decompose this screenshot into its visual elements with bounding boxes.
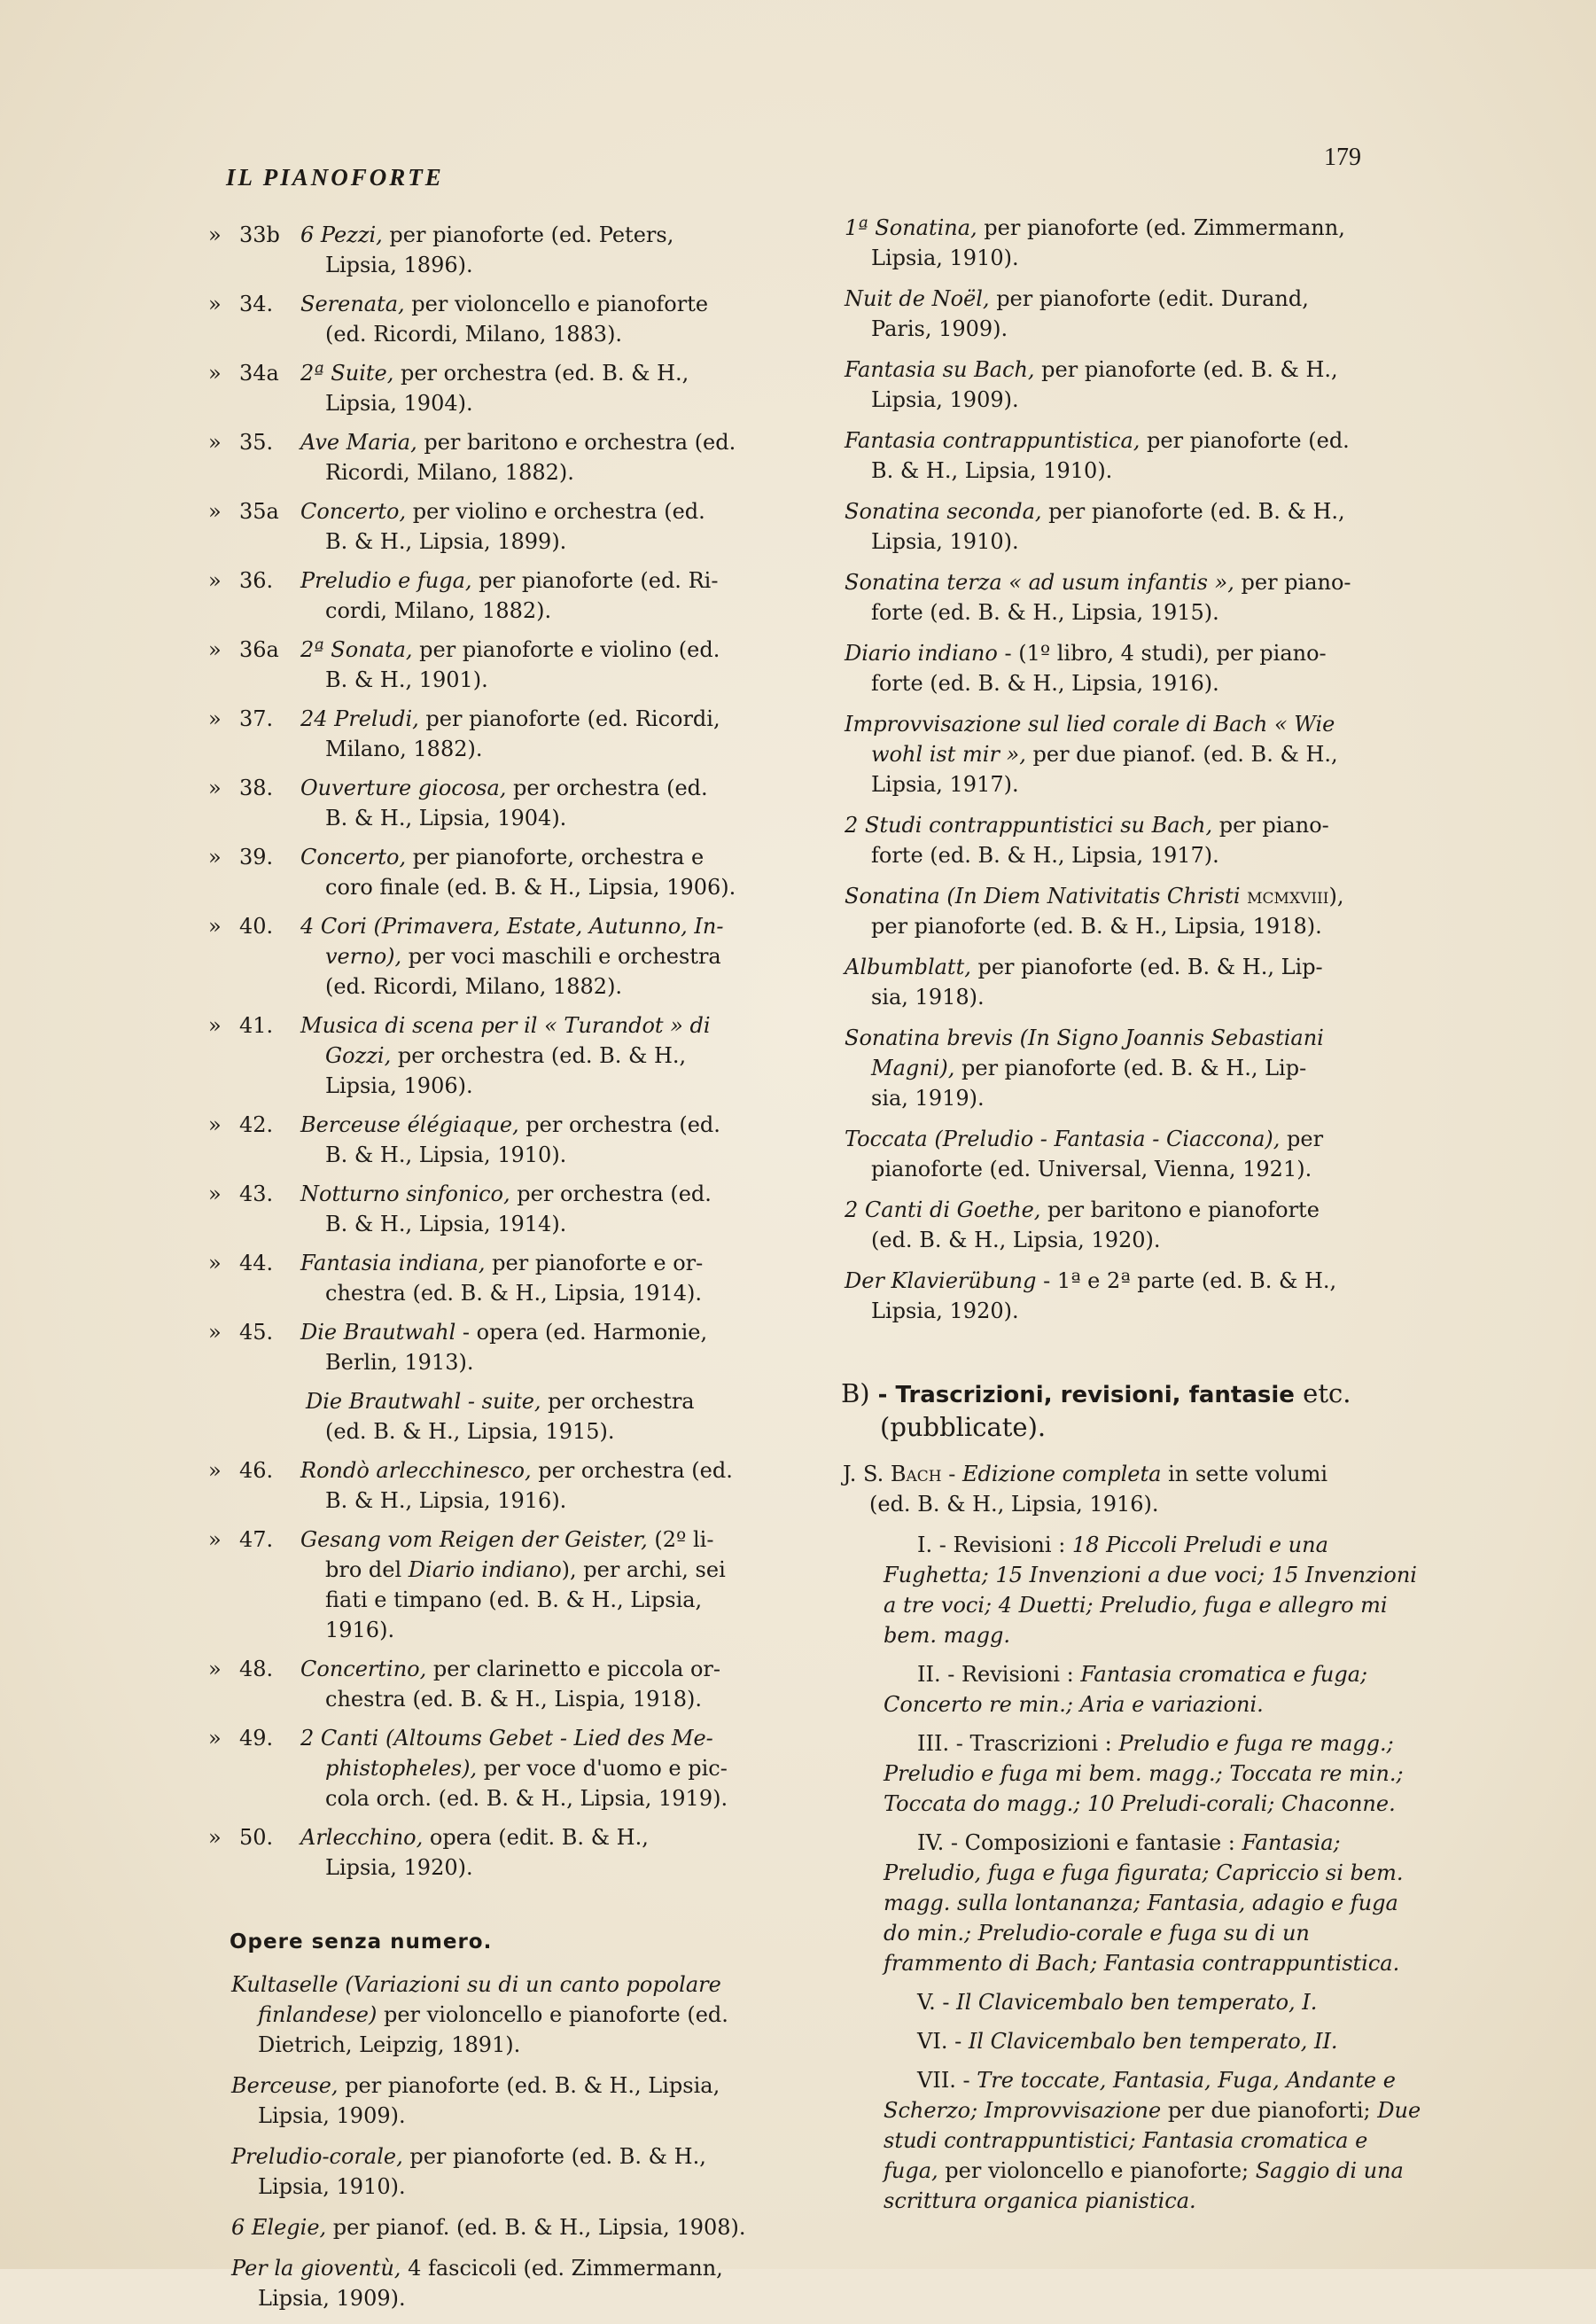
entry-title: Preludio e fuga, <box>300 568 472 593</box>
list-item <box>820 284 1422 344</box>
entry-number: 44. <box>239 1251 274 1275</box>
entry-text-cont: Lipsia, 1920). <box>871 1298 1019 1323</box>
entry-title: 6 Elegie, <box>231 2215 327 2240</box>
volume-vii <box>820 2065 1422 2216</box>
entry-text: per orchestra (ed. B. & H., <box>393 361 689 386</box>
list-item <box>820 638 1422 698</box>
volume-vii-r2: per violoncello e pianoforte; <box>938 2158 1256 2183</box>
entry-text: per pianoforte, orchestra e <box>406 845 705 870</box>
list-item <box>820 567 1422 628</box>
entry-title: 2 Studi contrappuntistici su Bach, <box>845 813 1213 838</box>
entry-text-cont: Lipsia, 1904). <box>325 391 473 416</box>
list-item <box>208 2212 811 2242</box>
list-item <box>208 1248 811 1308</box>
entry-mark: » <box>208 361 222 386</box>
entry-continuation <box>313 1140 811 1170</box>
entry-text-cont: Lipsia, 1909). <box>871 387 1019 412</box>
entry-text: ), <box>1328 884 1344 909</box>
entry-title-cont: verno), <box>325 944 402 969</box>
entry-title: Sonatina terza « ad usum infantis », <box>845 570 1234 595</box>
entry-text-cont: sia, 1918). <box>871 985 985 1010</box>
volume-text: Fantasia; Preludio, fuga e fuga figurata; Capriccio si bem. magg. sulla lontananza; Fantasia, adagio e fuga do min.; Preludio-corale e fuga su di un frammento di Bach; Fantasia contrappuntistica. <box>884 1830 1404 1976</box>
entry-number: 35a <box>239 499 279 524</box>
volume-item <box>820 1828 1422 1978</box>
entry-number: 48. <box>239 1657 274 1681</box>
entry-title: Fantasia indiana, <box>300 1251 486 1275</box>
entry-title-cont: Gozzi, <box>325 1043 392 1068</box>
list-item <box>208 1110 811 1170</box>
entry-text-cont: B. & H., Lipsia, 1904). <box>325 806 567 831</box>
running-head: IL PIANOFORTE <box>226 164 444 191</box>
volume-vii-t2: Due studi contrappuntistici; Fantasia cromatica e fuga, <box>884 2098 1421 2183</box>
list-item <box>208 1654 811 1714</box>
entry-text-cont: Ricordi, Milano, 1882). <box>325 460 574 485</box>
entry-continuation <box>313 665 811 695</box>
list-item <box>208 1723 811 1813</box>
entry-mark: » <box>208 1320 222 1345</box>
entry-text: per orchestra (ed. <box>518 1112 720 1137</box>
entry-title-cont: finlandese) <box>258 2002 378 2027</box>
entry-text: per orchestra (ed. <box>510 1181 712 1206</box>
entry-number: 40. <box>239 914 274 939</box>
volume-label: VI. - <box>917 2029 969 2054</box>
entry-number: 50. <box>239 1825 274 1850</box>
volume-item <box>820 2026 1422 2056</box>
entry-mark: » <box>208 430 222 455</box>
list-item <box>208 911 811 1002</box>
entry-continuation <box>313 971 811 1002</box>
entry-number: 45. <box>239 1320 274 1345</box>
entry-continuation <box>313 1041 811 1071</box>
volume-text: Preludio e fuga re magg.; Preludio e fuga mi bem. magg.; Toccata re min.; Toccata do magg.; 10 Preludi-corali; Chaconne. <box>884 1731 1404 1816</box>
entry-number: 37. <box>239 706 274 731</box>
list-item <box>820 1266 1422 1326</box>
entry-text-cont: chestra (ed. B. & H., Lipsia, 1914). <box>325 1281 702 1306</box>
list-item <box>820 496 1422 557</box>
entry-title: Sonatina (In Diem Nativitatis Christi <box>845 884 1241 909</box>
entry-continuation <box>313 526 811 557</box>
list-item <box>820 425 1422 486</box>
volume-text: 18 Piccoli Preludi e una Fughetta; 15 Invenzioni a due voci; 15 Invenzioni a tre voci; 4 Duetti; Preludio, fuga e allegro mi bem. magg. <box>884 1532 1417 1648</box>
entry-text-cont: (ed. B. & H., Lipsia, 1920). <box>871 1228 1161 1252</box>
entry-continuation <box>313 1347 811 1377</box>
entry-text-cont: B. & H., Lipsia, 1916). <box>325 1488 567 1513</box>
volume-item <box>820 1659 1422 1720</box>
opere-heading: Opere senza numero. <box>230 1930 493 1954</box>
entry-number: 34. <box>239 292 274 316</box>
entry-title: Concertino, <box>300 1657 427 1681</box>
left-column <box>208 220 811 2324</box>
entry-text-cont: Lipsia, 1910). <box>871 529 1019 554</box>
entry-text-cont2: (ed. Ricordi, Milano, 1882). <box>325 974 623 999</box>
entry-title: Nuit de Noël, <box>845 286 990 311</box>
entry-text-cont: B. & H., Lipsia, 1914). <box>325 1212 567 1236</box>
list-item <box>820 213 1422 273</box>
entry-title: Berceuse, <box>231 2073 339 2098</box>
entry-continuation <box>313 734 811 764</box>
entry-text-cont: forte (ed. B. & H., Lipsia, 1917). <box>871 843 1219 868</box>
volume-text: Il Clavicembalo ben temperato, II. <box>968 2029 1338 2054</box>
entry-text-cont: Berlin, 1913). <box>325 1350 474 1375</box>
entry-title-cont: Magni), <box>871 1056 955 1080</box>
entry-continuation <box>313 388 811 418</box>
entry-continuation <box>313 319 811 349</box>
entry-continuation <box>313 1852 811 1883</box>
entry-text-cont2: cola orch. (ed. B. & H., Lipsia, 1919). <box>325 1786 728 1811</box>
entry-title-cont: phistopheles), <box>325 1756 478 1781</box>
entry-text: 4 fascicoli (ed. Zimmermann, <box>401 2256 723 2281</box>
entry-continuation <box>313 1585 811 1615</box>
bach-dash: - <box>941 1462 962 1486</box>
entry-text: per pianoforte (edit. Durand, <box>989 286 1309 311</box>
entry-text: - opera (ed. Harmonie, <box>455 1320 708 1345</box>
list-item <box>208 1010 811 1101</box>
entry-text-cont: Lipsia, 1896). <box>325 253 473 277</box>
entry-text-cont: per voci maschili e orchestra <box>401 944 721 969</box>
entry-text-cont: B. & H., Lipsia, 1910). <box>325 1143 567 1167</box>
list-item <box>208 842 811 902</box>
entry-continuation <box>313 596 811 626</box>
entry-continuation <box>313 1278 811 1308</box>
entry-mark: » <box>208 1458 222 1483</box>
right-column <box>820 213 1422 2225</box>
volume-text: Fantasia cromatica e fuga; Concerto re min.; Aria e variazioni. <box>884 1662 1368 1717</box>
entry-title: Die Brautwahl <box>300 1320 456 1345</box>
page-number: 179 <box>1324 144 1361 171</box>
volume-vii-t1: Tre toccate, Fantasia, Fuga, Andante e Scherzo; Improvvisazione <box>884 2068 1396 2123</box>
entry-mark: » <box>208 1657 222 1681</box>
entry-mark: » <box>208 637 222 662</box>
entry-text-cont: Paris, 1909). <box>871 316 1008 341</box>
list-item <box>820 952 1422 1012</box>
list-item <box>208 773 811 833</box>
entry-title: Sonatina seconda, <box>845 499 1042 524</box>
entry-text: per orchestra (ed. <box>531 1458 733 1483</box>
entry-continuation <box>313 803 811 833</box>
entry-mark: » <box>208 568 222 593</box>
entry-title: 1ª Sonatina, <box>845 215 977 240</box>
entry-text: per piano- <box>1234 570 1351 595</box>
entry-text-cont: per pianoforte (ed. B. & H., Lipsia, 1918). <box>871 914 1322 939</box>
entry-text-cont: forte (ed. B. & H., Lipsia, 1915). <box>871 600 1219 625</box>
entry-title: Concerto, <box>300 845 407 870</box>
list-item <box>208 2071 811 2131</box>
entry-text: per pianoforte (ed. Peters, <box>382 222 674 247</box>
entry-mark: » <box>208 499 222 524</box>
entry-mark: » <box>208 706 222 731</box>
entry-continuation <box>313 1684 811 1714</box>
entry-mark: » <box>208 1726 222 1751</box>
list-item <box>208 565 811 626</box>
entry-title: Arlecchino, <box>300 1825 424 1850</box>
list-item <box>208 1969 811 2060</box>
entry-number: 34a <box>239 361 279 386</box>
entry-text: per piano- <box>1212 813 1329 838</box>
entry-continuation <box>313 250 811 280</box>
list-item <box>208 2141 811 2202</box>
entry-mark: » <box>208 1013 222 1038</box>
entry-number: 36. <box>239 568 274 593</box>
entry-text-cont2: fiati e timpano (ed. B. & H., Lipsia, <box>325 1587 703 1612</box>
entry-number: 39. <box>239 845 274 870</box>
entry-text-cont: forte (ed. B. & H., Lipsia, 1916). <box>871 671 1219 696</box>
entry-mark: » <box>208 776 222 800</box>
entry-title: Musica di scena per il « Turandot » di <box>300 1013 711 1038</box>
entry-number: 38. <box>239 776 274 800</box>
entry-text-cont: chestra (ed. B. & H., Lispia, 1918). <box>325 1687 702 1712</box>
entry-text: per orchestra <box>541 1389 695 1414</box>
entry-title: Fantasia contrappuntistica, <box>845 428 1141 453</box>
entry-text-cont2: sia, 1919). <box>871 1086 985 1111</box>
entry-mark: » <box>208 1112 222 1137</box>
entry-text: per pianoforte (ed. B. & H., Lip- <box>970 955 1323 979</box>
entry-continuation <box>313 457 811 487</box>
entry-title: Sonatina brevis (In Signo Joannis Sebastiani <box>845 1026 1324 1050</box>
entry-text-cont2: Lipsia, 1917). <box>871 772 1019 797</box>
list-item <box>208 1317 811 1377</box>
entry-text-contb: ), per archi, sei <box>561 1557 726 1582</box>
volume-vii-t3: Saggio di una scrittura organica pianistica. <box>884 2158 1404 2213</box>
entry-title: Albumblatt, <box>845 955 971 979</box>
entry-title: Berceuse élégiaque, <box>300 1112 519 1137</box>
list-item <box>820 881 1422 941</box>
entry-text-cont: (ed. Ricordi, Milano, 1883). <box>325 322 623 347</box>
entry-title: Die Brautwahl - suite, <box>306 1389 541 1414</box>
entry-text-cont: Lipsia, 1909). <box>258 2286 406 2311</box>
volume-label: I. - Revisioni : <box>917 1532 1072 1557</box>
entry-continuation <box>313 1555 811 1585</box>
entry-text: per pianof. (ed. B. & H., Lipsia, 1908). <box>326 2215 746 2240</box>
entry-title: 2ª Suite, <box>300 361 394 386</box>
entry-title: Fantasia su Bach, <box>845 357 1035 382</box>
bach-title: Edizione completa <box>961 1462 1162 1486</box>
entry-text: per baritono e orchestra (ed. <box>417 430 736 455</box>
entry-text-cont: B. & H., Lipsia, 1899). <box>325 529 567 554</box>
entry-text: opera (edit. B. & H., <box>423 1825 649 1850</box>
volume-label: V. - <box>917 1990 957 2015</box>
entry-text: per pianoforte (ed. B. & H., <box>402 2144 706 2169</box>
entry-text: per <box>1280 1127 1324 1151</box>
entry-text: per pianoforte (ed. B. & H., Lipsia, <box>338 2073 720 2098</box>
entry-text-cont: Lipsia, 1910). <box>258 2174 406 2199</box>
entry-number: 43. <box>239 1181 274 1206</box>
list-item <box>820 1023 1422 1113</box>
entry-number: 49. <box>239 1726 274 1751</box>
entry-title: 2 Canti (Altoums Gebet - Lied des Me- <box>300 1726 713 1751</box>
entry-text: - (1º libro, 4 studi), per piano- <box>997 641 1327 666</box>
bach-rest: in sette volumi <box>1161 1462 1328 1486</box>
entry-text-cont: per due pianof. (ed. B. & H., <box>1025 742 1338 767</box>
list-item <box>208 1525 811 1645</box>
entry-text: per pianoforte e or- <box>485 1251 704 1275</box>
entry-title: Improvvisazione sul lied corale di Bach « Wie <box>845 712 1335 737</box>
entry-title: Kultaselle (Variazioni su di un canto popolare <box>231 1972 721 1997</box>
entry-title: Toccata (Preludio - Fantasia - Ciaccona), <box>845 1127 1281 1151</box>
entry-continuation <box>313 1753 811 1783</box>
entry-smallcaps: mcmxviii <box>1240 884 1329 909</box>
entry-number: 47. <box>239 1527 274 1552</box>
entry-title: Der Klavierübung <box>845 1268 1037 1293</box>
list-item <box>208 289 811 349</box>
entry-text: per orchestra (ed. <box>506 776 708 800</box>
entry-title-cont2: Diario indiano <box>408 1557 562 1582</box>
list-item <box>208 427 811 487</box>
entry-title: 4 Cori (Primavera, Estate, Autunno, In- <box>300 914 724 939</box>
entry-title: Diario indiano <box>845 641 998 666</box>
entry-text: per pianoforte (ed. Zimmermann, <box>977 215 1345 240</box>
list-item <box>208 1455 811 1516</box>
list-item <box>208 496 811 557</box>
list-item <box>820 810 1422 870</box>
entry-text-cont: Milano, 1882). <box>325 737 483 761</box>
entry-mark: » <box>208 1825 222 1850</box>
volume-label: II. - Revisioni : <box>917 1662 1081 1687</box>
entry-continuation <box>313 1615 811 1645</box>
entry-number: 41. <box>239 1013 274 1038</box>
bach-cont: (ed. B. & H., Lipsia, 1916). <box>869 1492 1159 1517</box>
volume-item <box>820 1728 1422 1819</box>
section-b-heading <box>820 1377 1422 1443</box>
section-b-line2: (pubblicate). <box>880 1412 1047 1442</box>
entry-title: 2 Canti di Goethe, <box>845 1197 1041 1222</box>
volume-label: IV. - Composizioni e fantasie : <box>917 1830 1242 1855</box>
entry-title: 6 Pezzi, <box>300 222 383 247</box>
section-b-plain: etc. <box>1294 1378 1351 1408</box>
volume-item <box>820 1987 1422 2017</box>
list-item <box>208 220 811 280</box>
entry-title-cont: wohl ist mir », <box>871 742 1026 767</box>
list-item <box>208 1179 811 1239</box>
entry-text-cont3: 1916). <box>325 1618 395 1642</box>
entry-text-cont2: Dietrich, Leipzig, 1891). <box>258 2032 521 2057</box>
entry-text-cont: (ed. B. & H., Lipsia, 1915). <box>325 1419 615 1444</box>
entry-text-cont: Lipsia, 1909). <box>258 2103 406 2128</box>
list-item <box>820 1124 1422 1184</box>
entry-text: per baritono e pianoforte <box>1040 1197 1320 1222</box>
entry-title: Ouverture giocosa, <box>300 776 507 800</box>
list-item-subentry <box>208 1386 811 1447</box>
entry-mark: » <box>208 292 222 316</box>
entry-continuation <box>306 1416 811 1447</box>
entry-text: per pianoforte (ed. Ricordi, <box>418 706 720 731</box>
entry-text-cont2: Lipsia, 1906). <box>325 1073 473 1098</box>
list-item <box>820 355 1422 415</box>
volume-item <box>820 1530 1422 1650</box>
entry-text: per violoncello e pianoforte <box>404 292 709 316</box>
list-item <box>820 1195 1422 1255</box>
entry-mark: » <box>208 222 222 247</box>
entry-title: 24 Preludi, <box>300 706 419 731</box>
volume-vii-r1: per due pianoforti; <box>1161 2098 1378 2123</box>
entry-mark: » <box>208 1181 222 1206</box>
entry-text-cont: per violoncello e pianoforte (ed. <box>377 2002 728 2027</box>
volume-vii-label: VII. - <box>917 2068 977 2093</box>
entry-text: (2º li- <box>647 1527 714 1552</box>
list-item <box>208 2253 811 2313</box>
entry-text-cont: Lipsia, 1910). <box>871 246 1019 270</box>
entry-text: per violino e orchestra (ed. <box>406 499 705 524</box>
entry-title: Preludio-corale, <box>231 2144 403 2169</box>
entry-title: Rondò arlecchinesco, <box>300 1458 532 1483</box>
section-b-bold: - Trascrizioni, revisioni, fantasie <box>869 1382 1295 1408</box>
entry-text-cont: per pianoforte (ed. B. & H., Lip- <box>954 1056 1307 1080</box>
list-item <box>208 358 811 418</box>
entry-continuation <box>313 872 811 902</box>
entry-text: per clarinetto e piccola or- <box>426 1657 720 1681</box>
section-b-prefix: B) <box>841 1378 870 1408</box>
entry-title: Notturno sinfonico, <box>300 1181 510 1206</box>
entry-mark: » <box>208 1527 222 1552</box>
entry-text-cont: B. & H., Lipsia, 1910). <box>871 458 1113 483</box>
entry-title: Ave Maria, <box>300 430 417 455</box>
entry-text: per pianoforte (ed. Ri- <box>471 568 719 593</box>
entry-number: 42. <box>239 1112 274 1137</box>
entry-mark: » <box>208 845 222 870</box>
entry-text-cont: coro finale (ed. B. & H., Lipsia, 1906). <box>325 875 736 900</box>
volume-label: III. - Trascrizioni : <box>917 1731 1119 1756</box>
list-item <box>208 704 811 764</box>
entry-continuation <box>313 1071 811 1101</box>
entry-title: 2ª Sonata, <box>300 637 413 662</box>
entry-number: 36a <box>239 637 279 662</box>
list-item <box>208 635 811 695</box>
entry-continuation <box>313 1209 811 1239</box>
entry-text-cont: cordi, Milano, 1882). <box>325 598 552 623</box>
entry-text: per pianoforte (ed. <box>1140 428 1350 453</box>
entry-text-cont: per voce d'uomo e pic- <box>477 1756 728 1781</box>
entry-title: Serenata, <box>300 292 405 316</box>
volume-text: Il Clavicembalo ben temperato, I. <box>956 1990 1318 2015</box>
entry-text-cont: Lipsia, 1920). <box>325 1855 473 1880</box>
entry-text: per pianoforte (ed. B. & H., <box>1034 357 1338 382</box>
entry-title: Per la gioventù, <box>231 2256 401 2281</box>
entry-text: - 1ª e 2ª parte (ed. B. & H., <box>1036 1268 1337 1293</box>
entry-number: 46. <box>239 1458 274 1483</box>
list-item <box>820 709 1422 799</box>
entry-mark: » <box>208 1251 222 1275</box>
bach-entry <box>820 1459 1422 1519</box>
entry-number: 33b <box>239 222 280 247</box>
entry-title: Gesang vom Reigen der Geister, <box>300 1527 648 1552</box>
list-item <box>208 1822 811 1883</box>
entry-text-cont: B. & H., 1901). <box>325 667 488 692</box>
entry-continuation <box>313 941 811 971</box>
entry-continuation <box>313 1486 811 1516</box>
entry-text: per pianoforte (ed. B. & H., <box>1041 499 1345 524</box>
bach-name: J. S. Bach <box>843 1462 942 1486</box>
entry-text-cont: per orchestra (ed. B. & H., <box>391 1043 687 1068</box>
entry-mark: » <box>208 914 222 939</box>
entry-text: per pianoforte e violino (ed. <box>412 637 720 662</box>
entry-text-cont: pianoforte (ed. Universal, Vienna, 1921). <box>871 1157 1312 1181</box>
entry-number: 35. <box>239 430 274 455</box>
entry-text-cont: bro del <box>325 1557 409 1582</box>
entry-title: Concerto, <box>300 499 407 524</box>
entry-continuation <box>313 1783 811 1813</box>
